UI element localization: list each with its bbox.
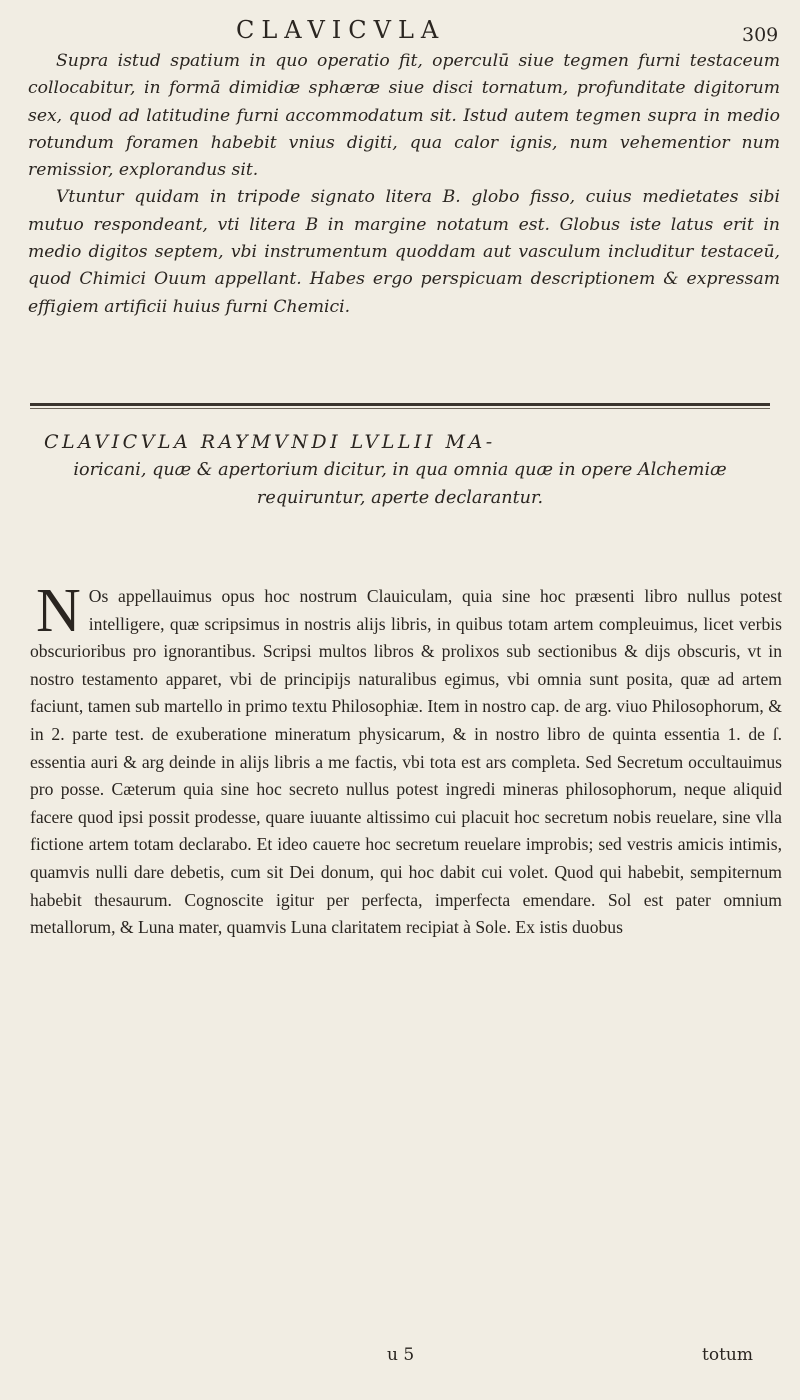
ornament-rule — [30, 403, 770, 414]
section-title: CLAVICVLA RAYMVNDI LVLLII MA- — [44, 431, 496, 453]
running-title: CLAVICVLA — [236, 16, 446, 44]
footer-line — [0, 1345, 800, 1375]
signature-mark: u 5 — [387, 1345, 415, 1365]
section-subtitle: ioricani, quæ & apertorium dicitur, in qua omnia quæ in opere Alchemiæ requiruntur, aperte declarantur. — [73, 460, 727, 508]
intro-paragraph-2: Vtuntur quidam in tripode signato litera B. globo fisso, cuius medietates sibi mutuo respondeant, vti litera B in margine notatum est. Globus iste latus erit in medio digitos septem, vbi instrumentum quoddam aut vasculum includitur testaceū, quod Chimici Ouum appellant. Habes ergo perspicuam descriptionem & expressam effigiem artificii huius furni Chemici. — [28, 187, 780, 317]
furnace-description — [28, 48, 780, 321]
drop-cap: N — [36, 577, 81, 645]
intro-paragraph-1: Supra istud spatium in quo operatio fit, operculū siue tegmen furni testaceum collocabitur, in formā dimidiæ sphæræ siue disci tornatum, profunditate digitorum sex, quod ad latitudine furni accommodatum sit. Istud autem tegmen supra in medio rotundum foramen habebit vnius digiti, qua calor ignis, num vehementior num remissior, explorandus sit. — [28, 51, 780, 181]
page-number: 309 — [742, 24, 779, 46]
body-paragraph: Os appellauimus opus hoc nostrum Clauiculam, quia sine hoc præsenti libro nullus potest intelligere, quæ scripsimus in nostris alijs libris, in quibus totam artem compleuimus, licet verbis obscurioribus pro ignorantibus. Scripsi multos libros & prolixos sub sectionibus & dijs obscuris, vt in nostro testamento apparet, vbi de principijs naturalibus egimus, vbi omnia sunt posita, quæ ad artem faciunt, tamen sub martello in primo textu Philosophiæ. Item in nostro cap. de arg. viuo Philosophorum, & in 2. parte test. de exuberatione mineratum physicarum, & in nostro libro de quinta essentia 1. de ſ. essentia auri & arg deinde in alijs libris a me factis, vbi tota est ars completa. Sed Secretum occultauimus pro posse. Cæterum quia sine hoc secreto nullus potest ingredi mineras philosophorum, neque aliquid facere quod ipsi possit prodesse, quare iuuante altissimo cui placuit hoc secretum nobis reuelare, sine vlla fictione artem totam declarabo. Et ideo caueте hoc secretum reuelare improbis; sed vestris amicis intimis, quamvis nulli dare debetis, cum sit Dei donum, qui hoc dabit cui volet. Quod qui habebit, sempiternum habebit thesaurum. Cognoscite igitur per perfecta, imperfecta emendare. Sol est pater omnium metallorum, & Luna mater, quamvis Luna claritatem recipiat à Sole. Ex istis duobus — [30, 586, 782, 938]
catchword: totum — [702, 1345, 753, 1365]
running-head — [0, 10, 800, 50]
section-heading — [44, 428, 756, 512]
body-text — [30, 577, 782, 942]
